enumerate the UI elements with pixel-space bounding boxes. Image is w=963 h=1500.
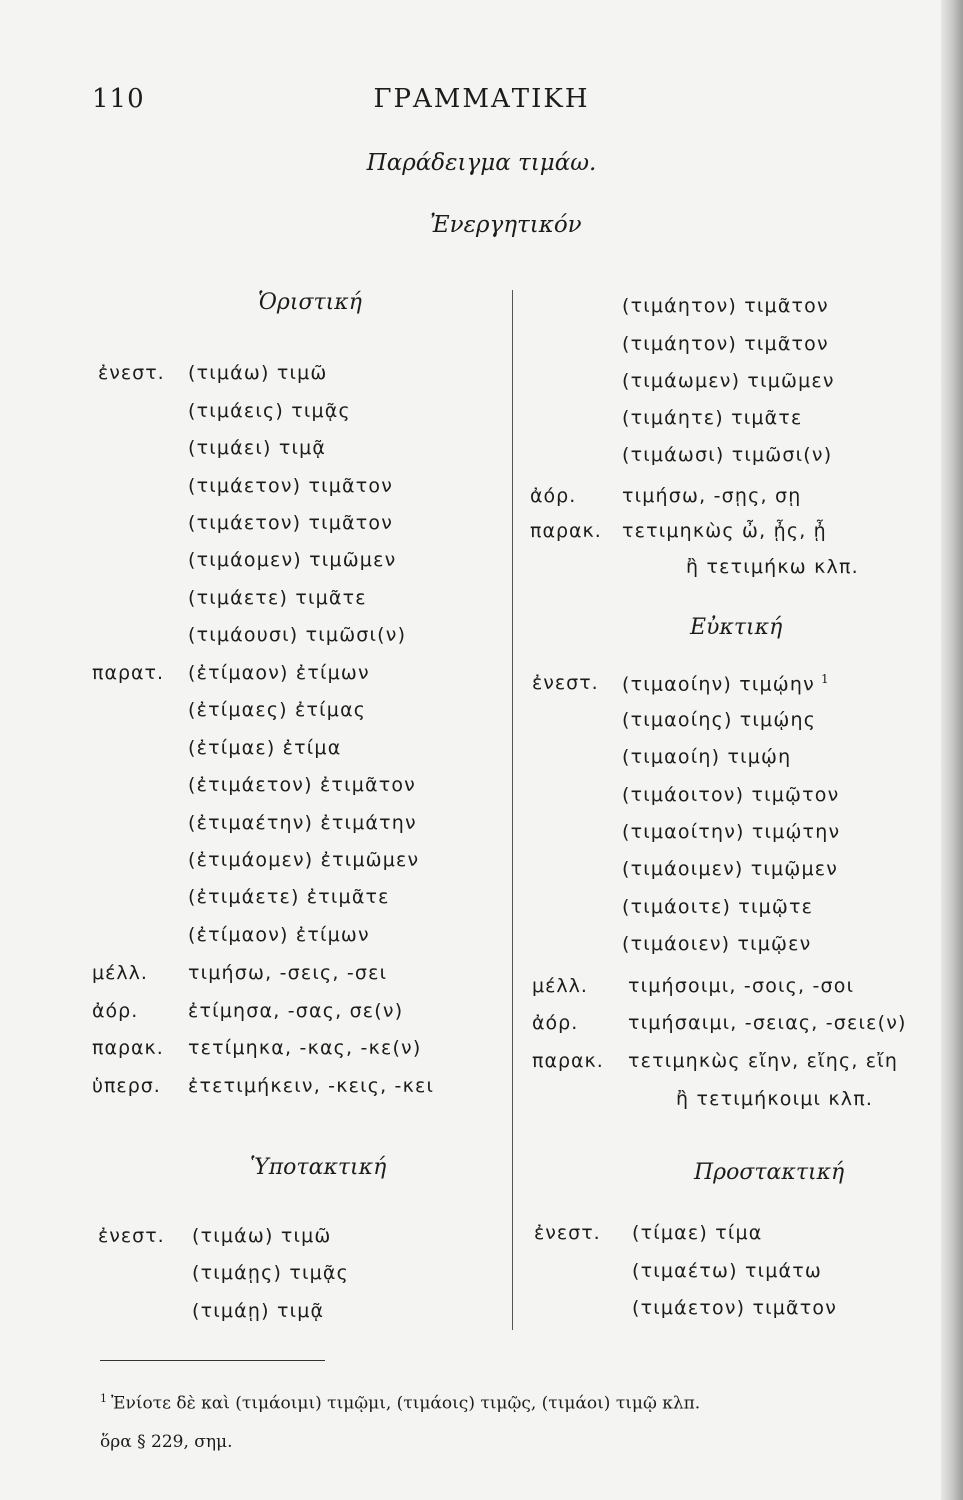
label-right-aoristos: ἀόρ.: [530, 485, 577, 507]
oristiki-mellon-form: τιμήσω, -σεις, -σει: [188, 962, 388, 984]
oristiki-enestos-form: (τιμάει) τιμᾷ: [188, 437, 327, 459]
efktiki-enestos-form: (τιμαοίτην) τιμῴτην: [622, 821, 841, 843]
oristiki-enestos-form: (τιμάετε) τιμᾶτε: [188, 587, 367, 609]
oristiki-enestos-form: (τιμάω) τιμῶ: [188, 362, 328, 384]
ypotaktiki-cont-form: (τιμάητον) τιμᾶτον: [622, 295, 829, 317]
ypotaktiki-parakeimenos-form: τετιμηκὼς ὦ, ᾖς, ᾖ: [622, 520, 827, 542]
ypotaktiki-parakeimenos-alt: ἢ τετιμήκω κλπ.: [686, 556, 859, 578]
label-efktiki-aoristos: ἀόρ.: [532, 1012, 579, 1034]
footnote-line: $^1$ Ἐνίοτε δὲ καὶ (τιμάοιμι) τιμῷμι, (τιμάοις) τιμῷς, (τιμάοι) τιμῷ κλπ.: [100, 1392, 701, 1414]
efktiki-parakeimenos-form: τετιμηκὼς εἴην, εἴης, εἴη: [628, 1050, 899, 1072]
label-enestos: ἐνεστ.: [98, 362, 165, 384]
label-yperseintelikos: ὑπερσ.: [92, 1075, 161, 1097]
footnote-reference[interactable]: 1: [820, 672, 830, 686]
oristiki-paratatikos-form: (ἐτιμάετε) ἐτιμᾶτε: [188, 886, 390, 908]
efktiki-enestos-form: (τιμαοίη) τιμῴη: [622, 746, 792, 768]
label-prostaktiki-enestos: ἐνεστ.: [534, 1222, 601, 1244]
oristiki-paratatikos-form: (ἐτιμαέτην) ἐτιμάτην: [188, 812, 417, 834]
label-aoristos: ἀόρ.: [92, 1000, 139, 1022]
efktiki-heading: Εὐκτική: [690, 615, 783, 640]
efktiki-enestos-form: (τιμάοιτε) τιμῷτε: [622, 896, 814, 918]
oristiki-paratatikos-form: (ἐτιμάετον) ἐτιμᾶτον: [188, 774, 416, 796]
oristiki-paratatikos-form: (ἐτίμαον) ἐτίμων: [188, 924, 370, 946]
voice-heading: Ἐνεργητικόν: [430, 212, 582, 238]
label-efktiki-mellon: μέλλ.: [532, 975, 588, 997]
oristiki-paratatikos-form: (ἐτίμαον) ἐτίμων: [188, 662, 370, 684]
ypotaktiki-heading: Ὑποτακτική: [250, 1155, 387, 1180]
column-divider: [512, 290, 513, 1330]
footnote-mark: 1: [100, 1392, 107, 1405]
page-edge-shadow: [941, 0, 963, 1500]
footnote-rule: [100, 1360, 325, 1361]
page-number: 110: [92, 84, 145, 114]
prostaktiki-form: (τίμαε) τίμα: [632, 1222, 763, 1244]
prostaktiki-form: (τιμάετον) τιμᾶτον: [632, 1297, 838, 1319]
oristiki-paratatikos-form: (ἐτίμαες) ἐτίμας: [188, 699, 367, 721]
ypotaktiki-form: (τιμάῃ) τιμᾷ: [192, 1300, 325, 1322]
ypotaktiki-cont-form: (τιμάωμεν) τιμῶμεν: [622, 370, 835, 392]
efktiki-enestos-form: (τιμάοιεν) τιμῷεν: [622, 933, 812, 955]
label-efktiki-parakeimenos: παρακ.: [532, 1050, 604, 1072]
oristiki-enestos-form: (τιμάεις) τιμᾷς: [188, 400, 351, 422]
ypotaktiki-aoristos-form: τιμήσω, -σῃς, σῃ: [622, 485, 802, 507]
label-right-parakeimenos: παρακ.: [530, 520, 602, 542]
prostaktiki-heading: Προστακτική: [694, 1160, 845, 1185]
label-efktiki-enestos: ἐνεστ.: [532, 672, 599, 694]
oristiki-yperseintelikos-form: ἐτετιμήκειν, -κεις, -κει: [188, 1075, 435, 1097]
label-parakeimenos: παρακ.: [92, 1037, 164, 1059]
oristiki-enestos-form: (τιμάουσι) τιμῶσι(ν): [188, 624, 407, 646]
efktiki-enestos-form: (τιμαοίης) τιμῴης: [622, 709, 817, 731]
prostaktiki-form: (τιμαέτω) τιμάτω: [632, 1260, 822, 1282]
oristiki-enestos-form: (τιμάομεν) τιμῶμεν: [188, 549, 397, 571]
efktiki-parakeimenos-alt: ἢ τετιμήκοιμι κλπ.: [676, 1088, 874, 1110]
label-paratatikos: παρατ.: [92, 662, 165, 684]
ypotaktiki-cont-form: (τιμάωσι) τιμῶσι(ν): [622, 444, 833, 466]
oristiki-enestos-form: (τιμάετον) τιμᾶτον: [188, 475, 394, 497]
label-mellon: μέλλ.: [92, 962, 148, 984]
oristiki-paratatikos-form: (ἐτιμάομεν) ἐτιμῶμεν: [188, 849, 420, 871]
label-ypotaktiki-enestos: ἐνεστ.: [98, 1225, 165, 1247]
oristiki-paratatikos-form: (ἐτίμαε) ἐτίμα: [188, 737, 342, 759]
ypotaktiki-form: (τιμάῃς) τιμᾷς: [192, 1262, 349, 1284]
footnote-line: ὅρα § 229, σημ.: [100, 1432, 233, 1452]
oristiki-enestos-form: (τιμάετον) τιμᾶτον: [188, 512, 394, 534]
oristiki-heading: Ὁριστική: [258, 290, 362, 315]
efktiki-mellon-form: τιμήσοιμι, -σοις, -σοι: [628, 975, 855, 997]
efktiki-enestos-form: (τιμάοιμεν) τιμῷμεν: [622, 858, 839, 880]
running-title: ΓΡΑΜΜΑΤΙΚΗ: [373, 84, 590, 114]
oristiki-aoristos-form: ἐτίμησα, -σας, σε(ν): [188, 1000, 404, 1022]
ypotaktiki-cont-form: (τιμάητον) τιμᾶτον: [622, 333, 829, 355]
ypotaktiki-cont-form: (τιμάητε) τιμᾶτε: [622, 407, 803, 429]
oristiki-parakeimenos-form: τετίμηκα, -κας, -κε(ν): [188, 1037, 422, 1059]
efktiki-aoristos-form: τιμήσαιμι, -σειας, -σειε(ν): [628, 1012, 907, 1034]
efktiki-enestos-form: (τιμάοιτον) τιμῷτον: [622, 784, 840, 806]
pattern-title: Παράδειγμα τιμάω.: [366, 150, 597, 176]
ypotaktiki-form: (τιμάω) τιμῶ: [192, 1225, 332, 1247]
efktiki-enestos-form: (τιμαοίην) τιμῴην $^1$: [622, 672, 830, 696]
